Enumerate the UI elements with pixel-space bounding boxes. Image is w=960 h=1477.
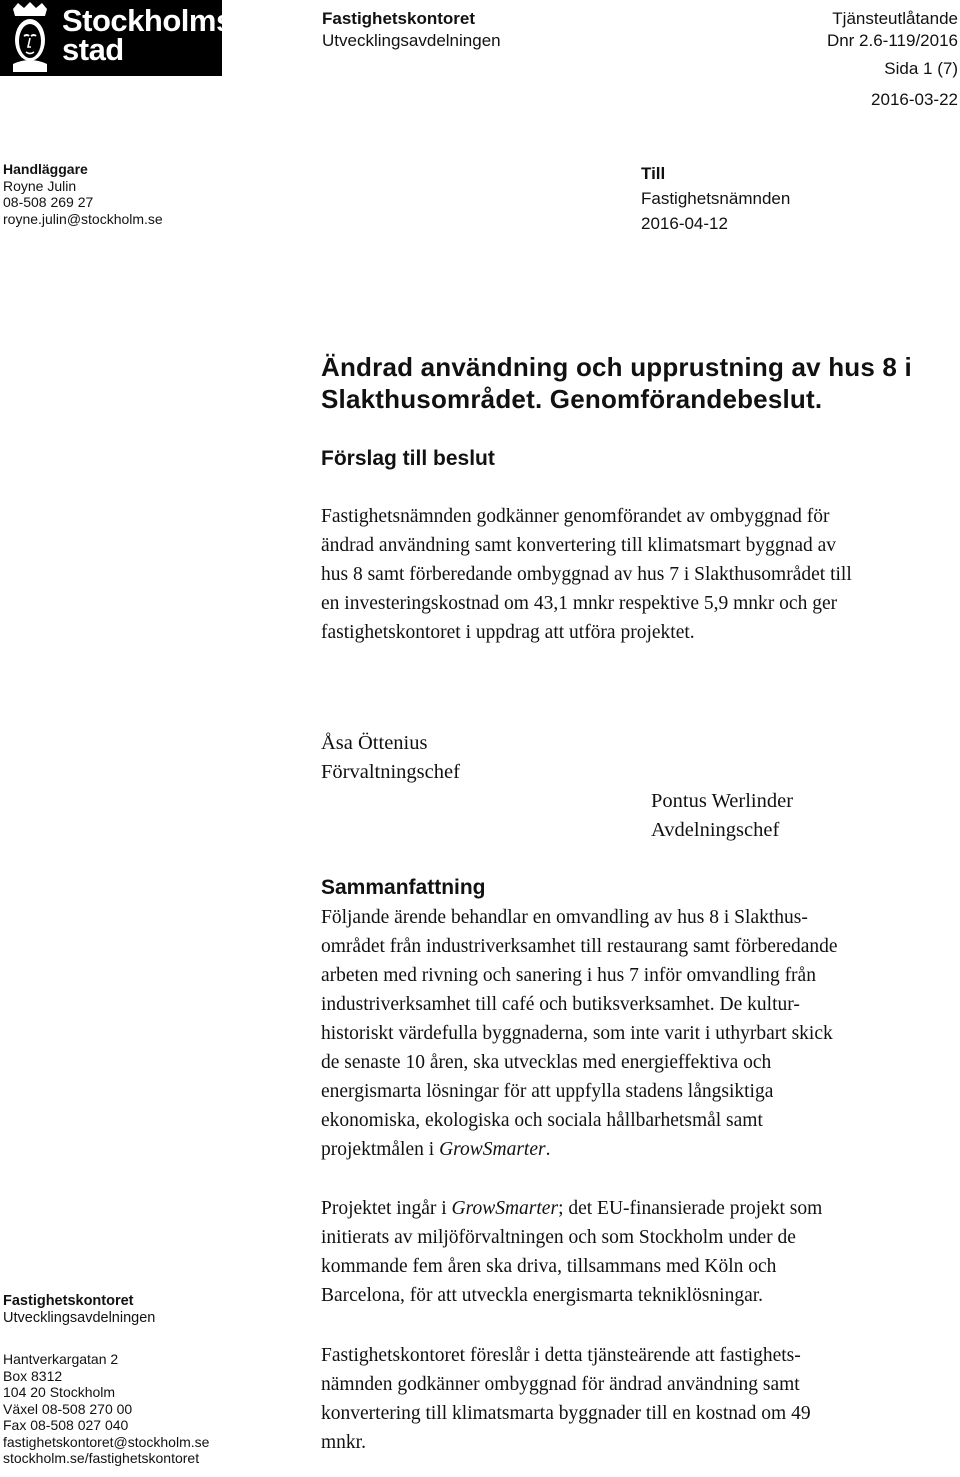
footer-org-unit: Utvecklingsavdelningen [3, 1309, 156, 1326]
summary-line: kommande fem åren ska driva, tillsammans med Köln och [321, 1256, 777, 1277]
recipient-block [641, 161, 790, 236]
summary-line: ekonomiska, ekologiska och sociala hållbarhetsmål samt [321, 1110, 763, 1131]
proposal-text [321, 502, 852, 647]
summary-line: Följande ärende behandlar en omvandling av hus 8 i Slakthus- [321, 907, 808, 928]
signature-second [651, 787, 793, 845]
doc-page: Sida 1 (7) [884, 59, 958, 78]
summary-line: de senaste 10 åren, ska utvecklas med energieffektiva och [321, 1052, 772, 1073]
handler-phone: 08-508 269 27 [3, 194, 94, 210]
summary-last-suffix: . [545, 1139, 551, 1160]
proposal-line: en investeringskostnad om 43,1 mnkr respektive 5,9 mnkr och ger [321, 593, 838, 614]
logo-wordmark [62, 3, 233, 67]
document-title [321, 351, 912, 415]
signature-first [321, 729, 460, 787]
summary-paragraph-3 [321, 1341, 811, 1457]
summary-line: energismarta lösningar för att uppfylla stadens långsiktiga [321, 1081, 774, 1102]
summary-paragraph-1 [321, 903, 838, 1164]
title-line-1: Ändrad användning och upprustning av hus 8 i [321, 352, 912, 382]
summary-line-first [321, 1194, 822, 1223]
p2-prefix: Projektet ingår i [321, 1198, 452, 1219]
footer-org-name: Fastighetskontoret [3, 1293, 134, 1309]
handler-block [3, 161, 163, 227]
header-org [322, 8, 501, 52]
summary-line: historiskt värdefulla byggnaderna, som inte varit i uthyrbart skick [321, 1023, 833, 1044]
signature-first-title: Förvaltningschef [321, 761, 460, 783]
summary-line: initierats av miljöförvaltningen och som Stockholm under de [321, 1227, 796, 1248]
footer-email: fastighetskontoret@stockholm.se [3, 1433, 210, 1450]
header-org-unit: Utvecklingsavdelningen [322, 31, 501, 50]
summary-line-last [321, 1135, 838, 1164]
handler-name: Royne Julin [3, 177, 77, 194]
doc-type: Tjänsteutlåtande [832, 9, 958, 28]
footer-address-line: Växel 08-508 270 00 [3, 1400, 133, 1417]
summary-line: Fastighetskontoret föreslår i detta tjänsteärende att fastighets- [321, 1345, 801, 1366]
summary-line: mnkr. [321, 1432, 366, 1453]
proposal-line: fastighetskontoret i uppdrag att utföra projektet. [321, 622, 695, 643]
footer-website: stockholm.se/fastighetskontoret [3, 1450, 200, 1466]
doc-dnr: Dnr 2.6-119/2016 [826, 31, 958, 50]
proposal-line: ändrad användning samt konvertering till klimatsmart byggnad av [321, 535, 836, 556]
summary-line: arbeten med rivning och sanering i hus 7 inför omvandling från [321, 965, 816, 986]
growsmarter-term: GrowSmarter [439, 1139, 546, 1160]
crown-head-emblem-icon [0, 0, 60, 76]
header-org-name: Fastighetskontoret [322, 9, 476, 28]
header-doc-info [827, 8, 958, 111]
signature-second-title: Avdelningschef [651, 819, 780, 841]
handler-email: royne.julin@stockholm.se [3, 210, 163, 227]
footer-address-line: 104 20 Stockholm [3, 1384, 116, 1400]
handler-label: Handläggare [3, 161, 88, 177]
growsmarter-term: GrowSmarter [451, 1198, 559, 1219]
footer-contact [3, 1293, 209, 1467]
recipient-name: Fastighetsnämnden [641, 189, 791, 208]
signature-first-name: Åsa Öttenius [321, 732, 428, 754]
logo-line-2: stad [62, 32, 124, 67]
title-line-2: Slakthusområdet. Genomförandebeslut. [321, 384, 823, 414]
footer-address-line: Box 8312 [3, 1367, 63, 1384]
summary-line: industriverksamhet till café och butiksverksamhet. De kultur- [321, 994, 800, 1015]
summary-paragraph-2 [321, 1194, 822, 1310]
footer-address-line: Fax 08-508 027 040 [3, 1417, 129, 1433]
logo-line-1: Stockholms [62, 3, 233, 38]
summary-line: konvertering till klimatsmarta byggnader till en kostnad om 49 [321, 1403, 811, 1424]
proposal-line: Fastighetsnämnden godkänner genomförandet av ombyggnad för [321, 506, 830, 527]
summary-line: Barcelona, för att utveckla energismarta tekniklösningar. [321, 1285, 764, 1306]
signature-second-name: Pontus Werlinder [651, 790, 794, 812]
summary-last-prefix: projektmålen i [321, 1139, 440, 1160]
footer-address-line: Hantverkargatan 2 [3, 1351, 119, 1367]
stockholm-logo [0, 0, 233, 76]
proposal-line: hus 8 samt förberedande ombyggnad av hus 7 i Slakthusområdet till [321, 564, 852, 585]
p2-suffix: ; det EU-finansierade projekt som [558, 1198, 823, 1219]
proposal-heading: Förslag till beslut [321, 447, 495, 470]
recipient-label: Till [641, 164, 666, 183]
doc-date: 2016-03-22 [871, 90, 958, 109]
summary-heading: Sammanfattning [321, 876, 486, 899]
recipient-date: 2016-04-12 [641, 214, 728, 233]
summary-line: nämnden godkänner ombyggnad för ändrad användning samt [321, 1374, 800, 1395]
summary-line: området från industriverksamhet till restaurang samt förberedande [321, 936, 838, 957]
